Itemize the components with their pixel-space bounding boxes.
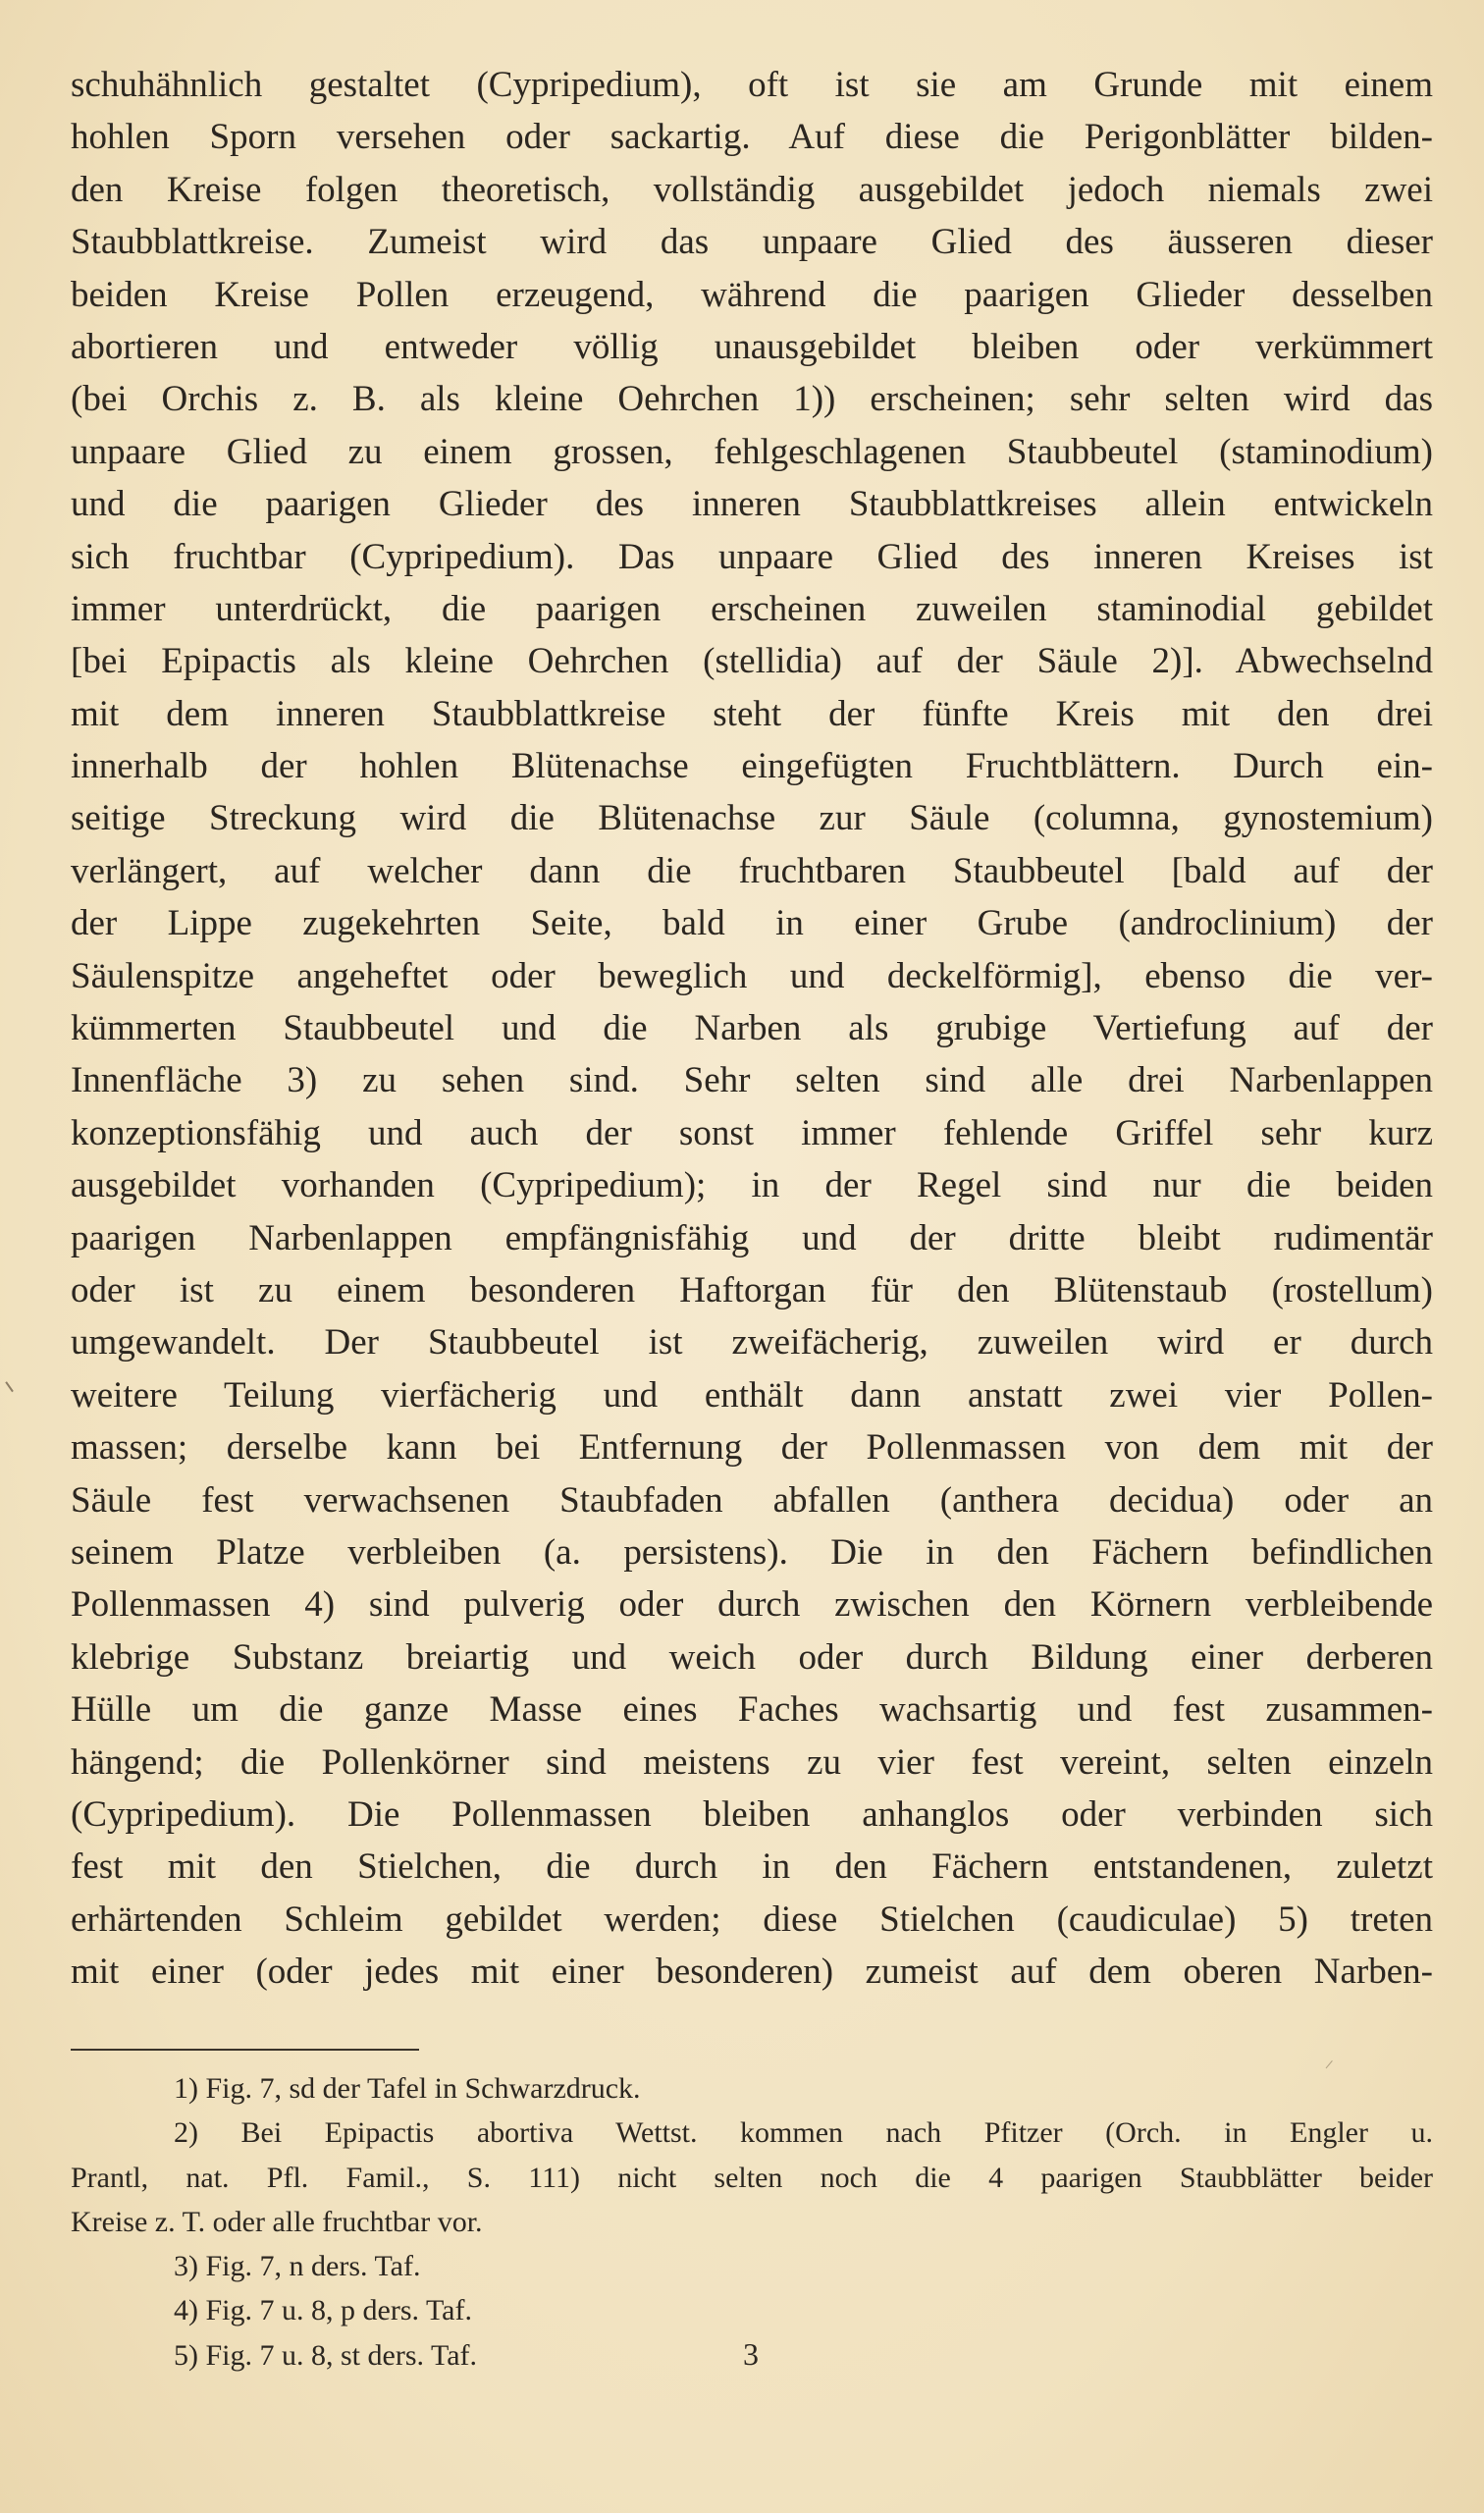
text-line-10: sich fruchtbar (Cypripedium). Das unpaare Glied des inneren Kreises ist: [71, 536, 1433, 577]
text-line-6: abortieren und entweder völlig unausgebildet bleiben oder verkümmert: [71, 326, 1433, 367]
footnote-2-line-2: Prantl, nat. Pfl. Famil., S. 111) nicht selten noch die 4 paarigen Staubblätter beider: [71, 2161, 1433, 2194]
text-line-15: seitige Streckung wird die Blütenachse zur Säule (columna, gynostemium): [71, 798, 1433, 839]
text-line-1: schuhähnlich gestaltet (Cypripedium), oft ist sie am Grunde mit einem: [71, 65, 1433, 105]
text-line-36: erhärtenden Schleim gebildet werden; diese Stielchen (caudiculae) 5) treten: [71, 1898, 1433, 1940]
text-line-37: mit einer (oder jedes mit einer besonderen) zumeist auf dem oberen Narben-: [71, 1952, 1433, 1993]
footnote-2-line-1: 2) Bei Epipactis abortiva Wettst. kommen nach Pfitzer (Orch. in Engler u.: [174, 2116, 1433, 2150]
text-line-5: beiden Kreise Pollen erzeugend, während die paarigen Glieder desselben: [71, 274, 1433, 315]
text-line-16: verlängert, auf welcher dann die fruchtbaren Staubbeutel [bald auf der: [71, 850, 1433, 891]
footnote-divider: [71, 2049, 419, 2051]
text-line-4: Staubblattkreise. Zumeist wird das unpaare Glied des äusseren dieser: [71, 222, 1433, 263]
footnotes: [71, 2066, 1433, 2378]
body-text: [71, 59, 1433, 1998]
text-line-3: den Kreise folgen theoretisch, vollständig ausgebildet jedoch niemals zwei: [71, 169, 1433, 210]
text-line-34: (Cypripedium). Die Pollenmassen bleiben anhanglos oder verbinden sich: [71, 1793, 1433, 1835]
text-line-21: konzeptionsfähig und auch der sonst immer fehlende Griffel sehr kurz: [71, 1112, 1433, 1153]
text-line-12: [bei Epipactis als kleine Oehrchen (stellidia) auf der Säule 2)]. Abwechselnd: [71, 641, 1433, 682]
text-line-35: fest mit den Stielchen, die durch in den Fächern entstandenen, zuletzt: [71, 1846, 1433, 1888]
text-line-18: Säulenspitze angeheftet oder beweglich und deckelförmig], ebenso die ver-: [71, 955, 1433, 996]
footnote-5: 5) Fig. 7 u. 8, st ders. Taf.: [174, 2338, 477, 2372]
text-line-14: innerhalb der hohlen Blütenachse eingefügten Fruchtblättern. Durch ein-: [71, 746, 1433, 787]
text-line-9: und die paarigen Glieder des inneren Staubblattkreises allein entwickeln: [71, 484, 1433, 525]
text-line-19: kümmerten Staubbeutel und die Narben als grubige Vertiefung auf der: [71, 1008, 1433, 1049]
text-line-25: umgewandelt. Der Staubbeutel ist zweifächerig, zuweilen wird er durch: [71, 1322, 1433, 1363]
text-line-28: Säule fest verwachsenen Staubfaden abfallen (anthera decidua) oder an: [71, 1479, 1433, 1521]
text-line-27: massen; derselbe kann bei Entfernung der Pollenmassen von dem mit der: [71, 1427, 1433, 1469]
text-line-26: weitere Teilung vierfächerig und enthält dann anstatt zwei vier Pollen-: [71, 1374, 1433, 1416]
text-line-29: seinem Platze verbleiben (a. persistens). Die in den Fächern befindlichen: [71, 1531, 1433, 1573]
footnote-2-line-3: Kreise z. T. oder alle fruchtbar vor.: [71, 2205, 483, 2238]
footnote-1: 1) Fig. 7, sd der Tafel in Schwarzdruck.: [174, 2072, 641, 2105]
page-number: 3: [743, 2336, 759, 2372]
text-line-13: mit dem inneren Staubblattkreise steht der fünfte Kreis mit den drei: [71, 693, 1433, 734]
footnote-3: 3) Fig. 7, n ders. Taf.: [174, 2250, 421, 2283]
text-line-30: Pollenmassen 4) sind pulverig oder durch zwischen den Körnern verbleibende: [71, 1584, 1433, 1626]
margin-mark: [5, 1378, 18, 1392]
text-line-20: Innenfläche 3) zu sehen sind. Sehr selten sind alle drei Narbenlappen: [71, 1060, 1433, 1101]
text-line-2: hohlen Sporn versehen oder sackartig. Auf diese die Perigonblätter bilden-: [71, 117, 1433, 158]
text-line-22: ausgebildet vorhanden (Cypripedium); in der Regel sind nur die beiden: [71, 1165, 1433, 1206]
text-line-31: klebrige Substanz breiartig und weich oder durch Bildung einer derberen: [71, 1636, 1433, 1678]
footnote-4: 4) Fig. 7 u. 8, p ders. Taf.: [174, 2294, 472, 2327]
text-line-23: paarigen Narbenlappen empfängnisfähig und der dritte bleibt rudimentär: [71, 1217, 1433, 1258]
text-line-32: Hülle um die ganze Masse eines Faches wachsartig und fest zusammen-: [71, 1689, 1433, 1731]
text-line-8: unpaare Glied zu einem grossen, fehlgeschlagenen Staubbeutel (staminodium): [71, 431, 1433, 472]
text-line-24: oder ist zu einem besonderen Haftorgan für den Blütenstaub (rostellum): [71, 1269, 1433, 1310]
text-line-33: hängend; die Pollenkörner sind meistens zu vier fest vereint, selten einzeln: [71, 1741, 1433, 1783]
text-line-11: immer unterdrückt, die paarigen erscheinen zuweilen staminodial gebildet: [71, 588, 1433, 629]
text-line-17: der Lippe zugekehrten Seite, bald in einer Grube (androclinium) der: [71, 903, 1433, 944]
text-line-7: (bei Orchis z. B. als kleine Oehrchen 1)) erscheinen; sehr selten wird das: [71, 379, 1433, 420]
